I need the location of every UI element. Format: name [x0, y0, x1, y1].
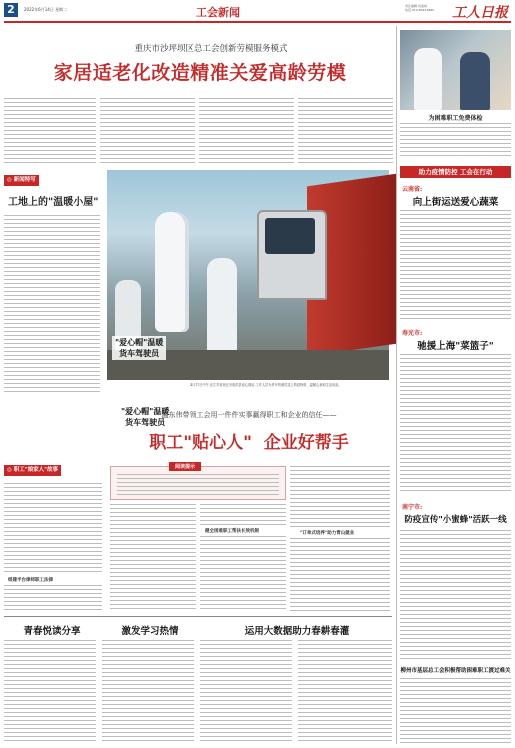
feature-body	[4, 215, 100, 395]
editor-phone: 电话:010-84151685	[405, 8, 435, 12]
right-body-2	[400, 354, 511, 494]
page-number: 2	[4, 3, 18, 17]
right-body-4	[400, 678, 511, 744]
bottom-rule	[4, 616, 392, 617]
photo-caption-big-line1: "爱心帽"温暖	[121, 406, 170, 416]
editor-note-text	[117, 474, 279, 496]
feature-headline: 工地上的"温暖小屋"	[8, 197, 99, 208]
right-headline-2: 驰援上海"菜篮子"	[417, 341, 494, 352]
patient-figure	[460, 52, 490, 110]
mid-body-col3b	[290, 538, 390, 612]
feature-section-label	[4, 175, 39, 186]
editor-name: 责任编辑:何美尚	[405, 4, 428, 8]
bottom-body-3a	[200, 640, 292, 744]
region-label-3: 南宁市:	[402, 504, 423, 511]
page-header	[0, 0, 515, 26]
lead-body-col1	[4, 98, 96, 164]
feature-section-icon: ◎	[7, 177, 14, 183]
story-body-2	[4, 585, 102, 611]
right-bottom-headline: 柳州市基层总工会积极帮助困难职工渡过难关	[400, 668, 511, 674]
photo-caption-big-line2: 货车驾驶员	[125, 417, 166, 427]
mid-body-col3	[290, 466, 390, 528]
mid-body-col2	[200, 504, 286, 526]
section-title: 工会新闻	[196, 6, 240, 19]
right-body-1	[400, 210, 511, 320]
editor-note-label: 阅读提示	[169, 462, 201, 471]
worker-1	[155, 212, 189, 332]
mid-subhead-1: 健全困难职工帮扶长效机制	[205, 529, 259, 534]
lead-body-col3	[199, 98, 294, 164]
story-section-text: 职工"娘家人"故事	[13, 467, 58, 473]
photo-caption-big	[112, 336, 166, 360]
right-headline-3: 防疫宣传"小蜜蜂"活跃一线	[404, 515, 507, 525]
photo-caption-big-line1: "爱心帽"温暖	[115, 337, 164, 347]
feature-section-text: 新闻特写	[13, 177, 36, 183]
region-label-2: 寿光市:	[402, 330, 423, 337]
worker-2	[207, 258, 237, 358]
middle-kicker: 温东伟带领工会用一件件实事赢得职工和企业的信任——	[161, 411, 337, 419]
mid-subhead-2: "订单式培养"助力青山就业	[300, 531, 355, 536]
header-rule	[4, 21, 511, 23]
bottom-body-2	[102, 640, 194, 744]
editor-note-box	[110, 466, 286, 500]
bottom-body-1	[4, 640, 96, 744]
right-headline-1: 向上街运送爱心蔬菜	[412, 197, 499, 208]
mid-body-col1	[110, 504, 196, 612]
bottom-headline-1: 青春悦读分享	[23, 626, 81, 637]
editor-info	[405, 4, 434, 12]
story-body	[4, 483, 102, 573]
right-column-divider	[396, 26, 397, 744]
bottom-headline-2: 激发学习热情	[121, 626, 179, 637]
photo-caption-big-line2: 货车驾驶员	[119, 348, 160, 358]
photo-caption: 4月17日中午,在江苏省宿迁市泗洪县爱心驿站,工作人员为货车驾驶员送上防疫物资、温暖心意和生活用品。	[190, 383, 342, 387]
mid-body-col2b	[200, 536, 286, 612]
story-section-icon: ◎	[7, 467, 14, 473]
bottom-body-3b	[298, 640, 392, 744]
issue-date: 2022年6月14日 星期二	[24, 7, 68, 12]
story-section-label	[4, 465, 61, 476]
left-feature	[4, 175, 101, 405]
bottom-headline-3: 运用大数据助力春耕春灌	[244, 626, 350, 637]
lead-kicker: 重庆市沙坪坝区总工会创新劳模服务模式	[134, 44, 288, 54]
covid-banner: 助力疫情防控 工会在行动	[400, 166, 511, 178]
lead-body-col4	[298, 98, 393, 164]
right-body-3	[400, 530, 511, 660]
truck-window	[265, 218, 315, 254]
doctor-figure	[414, 48, 442, 110]
region-label-1: 云南省:	[402, 186, 423, 193]
lead-body-col2	[100, 98, 195, 164]
lead-headline: 家居适老化改造精准关爱高龄劳模	[53, 62, 347, 84]
right-photo-text	[400, 123, 511, 159]
right-photo	[400, 30, 511, 110]
right-photo-caption: 为困难职工免费体检	[428, 115, 483, 122]
middle-headline: 职工"贴心人" 企业好帮手	[149, 433, 349, 453]
masthead-logo: 工人日报	[452, 5, 508, 21]
story-subhead: 组建半台律师职工法律	[8, 578, 53, 583]
left-story	[4, 465, 104, 613]
